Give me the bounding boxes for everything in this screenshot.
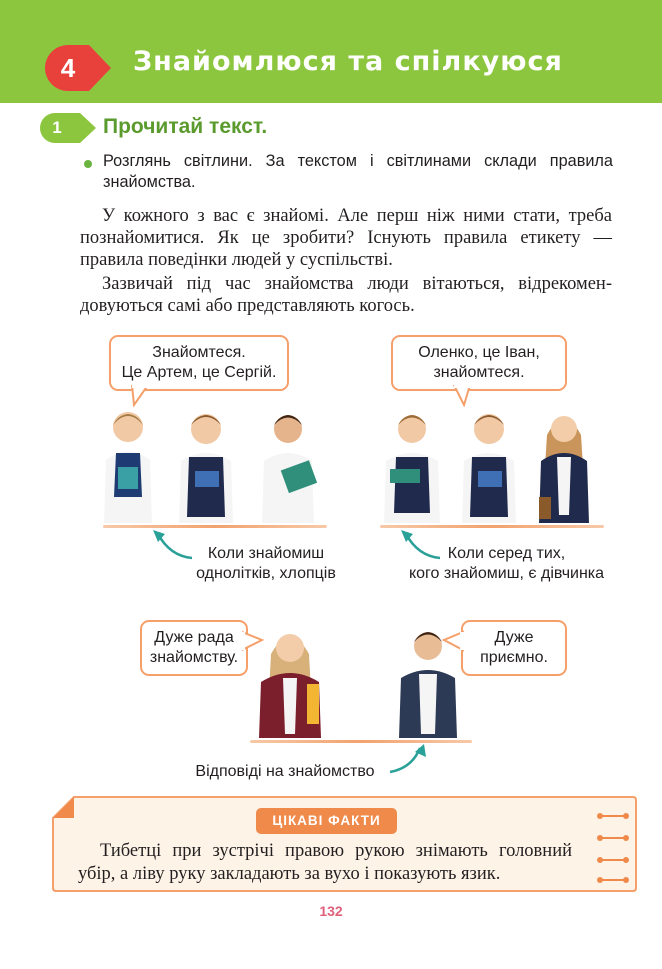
caption-bottom: Відповіді на знайомство (195, 763, 375, 780)
lesson-number: 4 (60, 53, 76, 83)
bubble-text-line: Знайомтеся. (152, 344, 246, 361)
caption-line: Коли знайомиш (207, 545, 325, 562)
task-number: 1 (52, 118, 62, 137)
bubble-text-line: Дуже (494, 629, 534, 646)
photo-boy-ivan (380, 405, 444, 525)
caption-left (186, 544, 346, 584)
floor-line-bottom (250, 740, 472, 743)
page-number: 132 (319, 903, 343, 919)
facts-text: Тибетці при зустрічі правою рукою знімають головний убір, а ліву руку закладають за вухо і показують язик. (78, 841, 572, 884)
bubble-text-line: Оленко, це Іван, (418, 344, 540, 361)
speech-bubble-right (391, 335, 567, 391)
speech-bubble-left (109, 335, 289, 391)
photo-girl-respondent (255, 622, 325, 740)
task-instruction: Розглянь світлини. За текстом і світлинами склади правила знайомства. (103, 152, 613, 191)
lesson-title: Знайомлюся та спілкуюся (133, 46, 563, 77)
photo-boy-serhii (175, 405, 237, 525)
text-paragraph-1: У кожного з вас є знайомі. Але перш ніж ними стати, треба познайомитися. Як це зробити? Існують правила етикету — правила поведінки людей у суспільстві. (80, 206, 612, 270)
photo-boy-introducer (258, 405, 322, 525)
caption-right (404, 544, 609, 584)
bubble-text-line: Дуже рада (154, 629, 234, 646)
bubble-text-line: приємно. (480, 649, 548, 666)
arrow-icon (386, 742, 430, 776)
facts-label: ЦІКАВІ ФАКТИ (256, 808, 397, 834)
speech-bubble-boy (461, 620, 567, 676)
bullet-dot (84, 160, 92, 168)
text-paragraph-2: Зазвичай під час знайомства люди вітаються, відрекомендовуються самі або представляють когось. (80, 274, 612, 316)
bubble-text-line: знайомству. (149, 649, 239, 666)
bubble-tail (130, 385, 160, 407)
photo-girl-olenka (535, 405, 593, 525)
floor-line-left (103, 525, 327, 528)
photo-boy-respondent (395, 622, 461, 740)
speech-bubble-girl (140, 620, 248, 676)
bubble-tail (452, 385, 482, 407)
bubble-text-line: знайомтеся. (433, 364, 525, 381)
bubble-text-line: Це Артем, це Сергій. (121, 364, 277, 381)
photo-boy-artem (98, 405, 158, 525)
photo-boy-introducer-2 (458, 405, 520, 525)
caption-line: однолітків, хлопців (196, 565, 336, 582)
task-title: Прочитай текст. (103, 115, 268, 138)
caption-line: Коли серед тих, (447, 545, 566, 562)
caption-line: кого знайомиш, є дівчинка (408, 565, 605, 582)
